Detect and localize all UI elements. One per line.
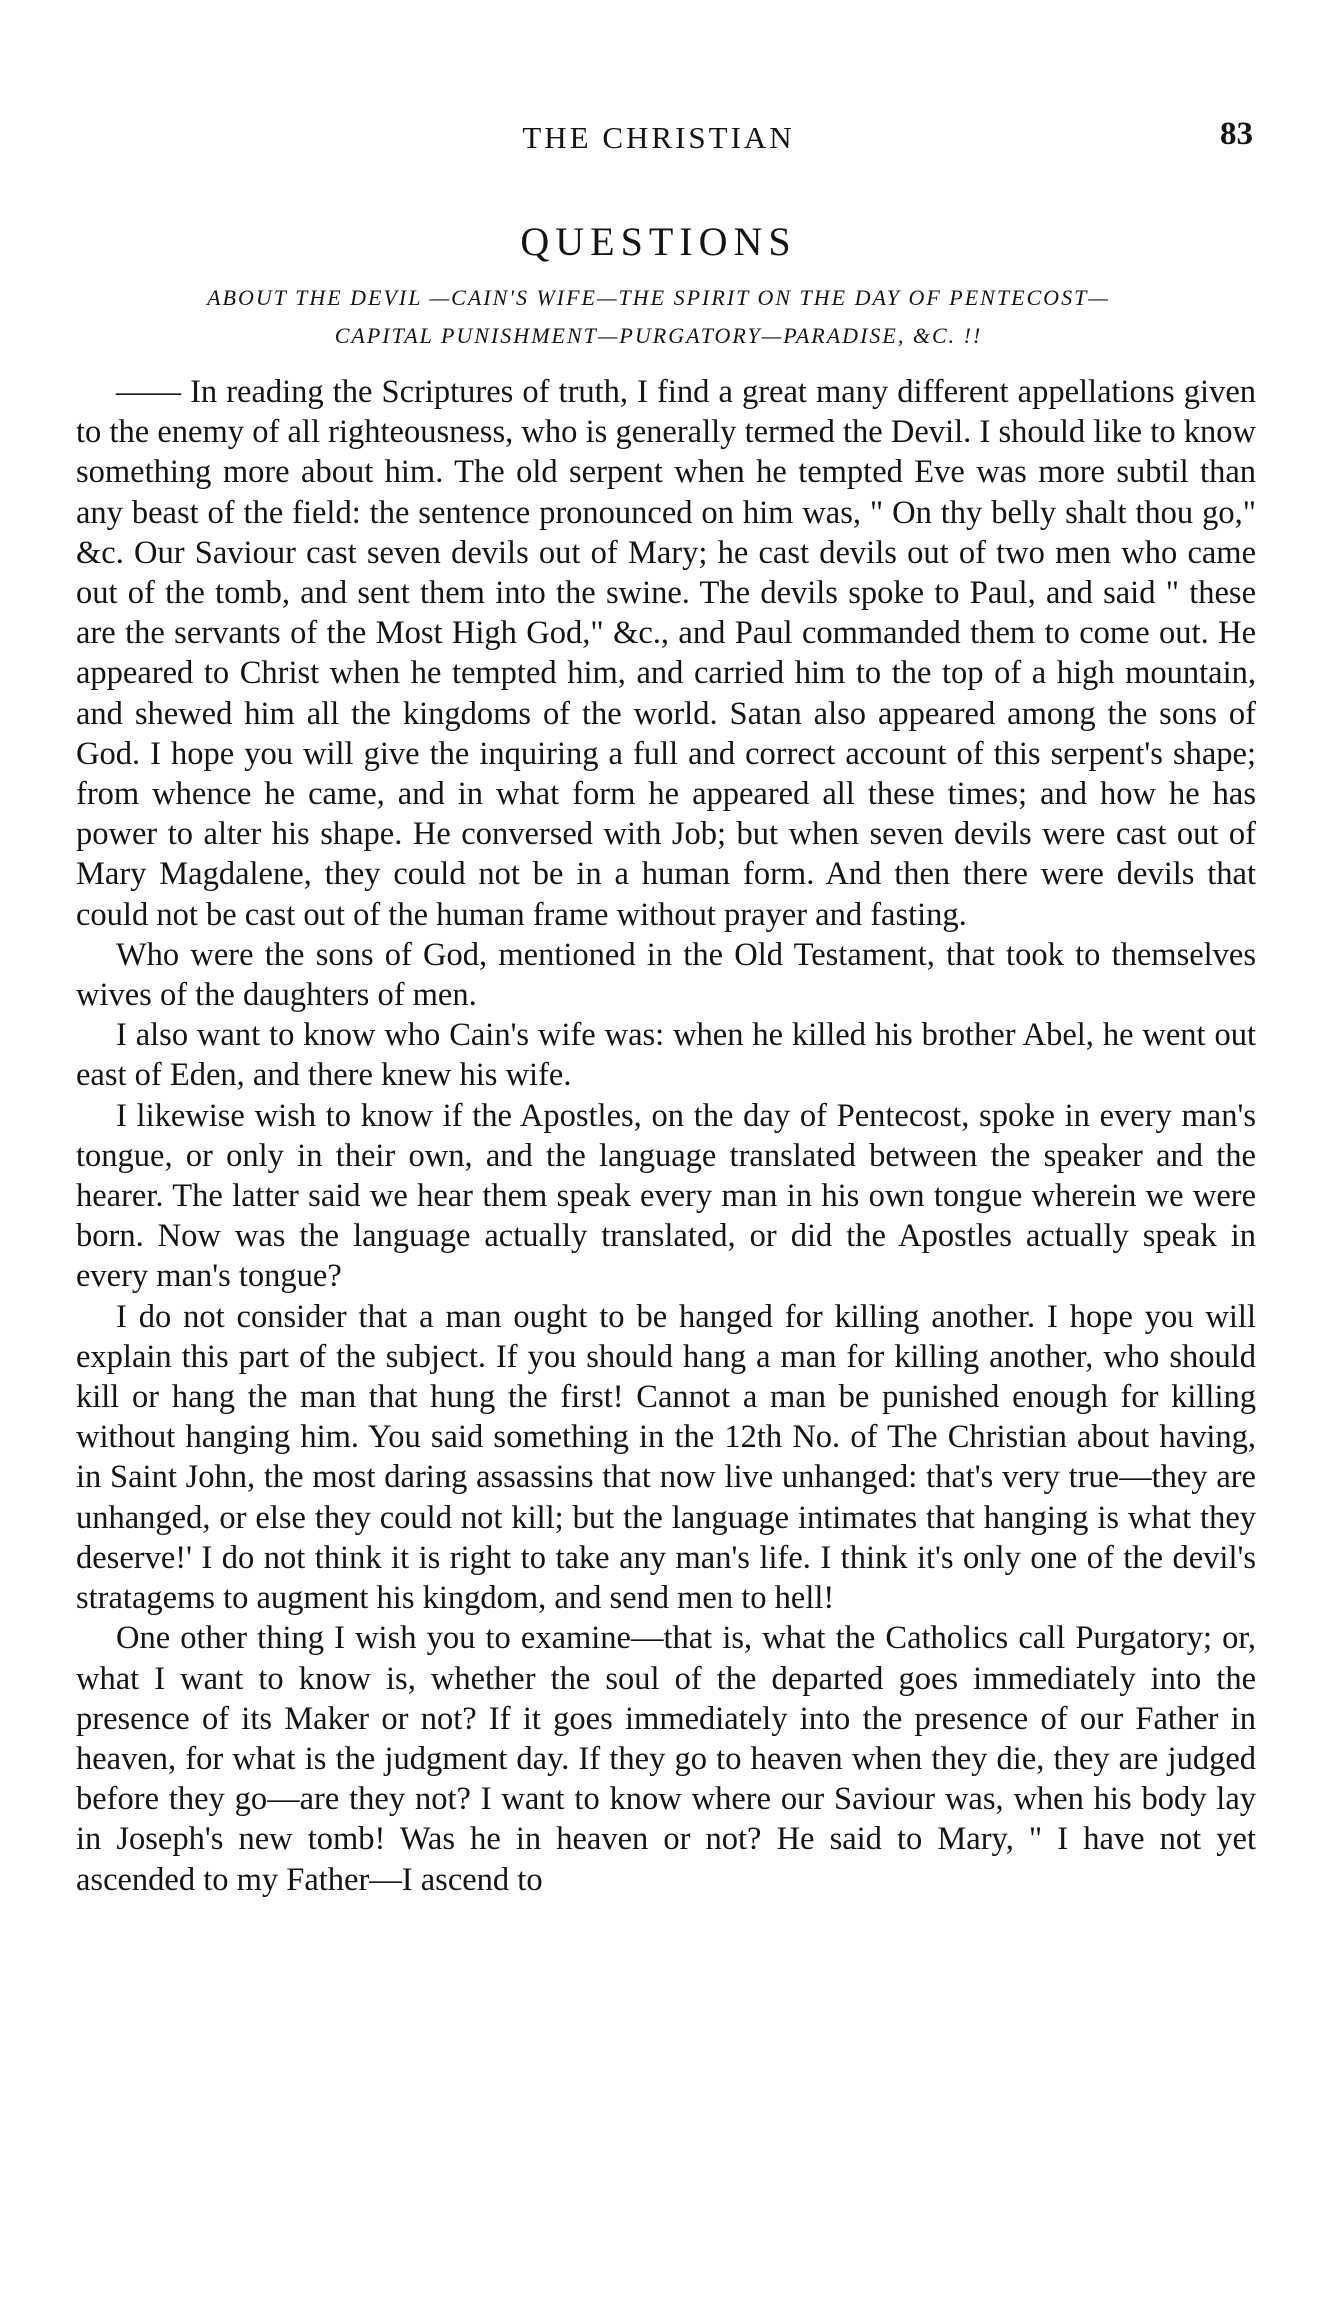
article-subtitle-line-1: ABOUT THE DEVIL —CAIN'S WIFE—THE SPIRIT ON THE DAY OF PENTECOST— <box>207 285 1110 310</box>
running-title: THE CHRISTIAN <box>522 120 795 155</box>
paragraph-devil: —— In reading the Scriptures of truth, I find a great many different appellations given to the enemy of all righteousness, who is generally termed the Devil. I should like to know something more about him. The old serpent when he tempted Eve was more subtil than any beast of the field: the sentence pronounced on him was, " On thy belly shalt thou go," &c. Our Saviour cast seven devils out of Mary; he cast devils out of two men who came out of the tomb, and sent them into the swine. The devils spoke to Paul, and said " these are the servants of the Most High God," &c., and Paul commanded them to come out. He appeared to Christ when he tempted him, and carried him to the top of a high mountain, and shewed him all the kingdoms of the world. Satan also appeared among the sons of God. I hope you will give the inquiring a full and correct account of this serpent's shape; from whence he came, and in what form he appeared all these times; and how he has power to alter his shape. He conversed with Job; but when seven devils were cast out of Mary Magdalene, they could not be in a human form. And then there were devils that could not be cast out of the human frame without prayer and fasting. <box>76 374 1256 933</box>
running-head <box>0 116 1317 160</box>
paragraph-pentecost: I likewise wish to know if the Apostles, on the day of Pentecost, spoke in every man's tongue, or only in their own, and the language translated between the speaker and the hearer. The latter said we hear them speak every man in his own tongue wherein we were born. Now was the language actually translated, or did the Apostles actually speak in every man's tongue? <box>76 1097 1256 1295</box>
paragraph-capital-punishment: I do not consider that a man ought to be hanged for killing another. I hope you will explain this part of the subject. If you should hang a man for killing another, who should kill or hang the man that hung the first! Cannot a man be punished enough for killing without hanging him. You said something in the 12th No. of The Christian about having, in Saint John, the most daring assassins that now live unhanged: that's very true—they are unhanged, or else they could not kill; but the language intimates that hanging is what they deserve!' I do not think it is right to take any man's life. I think it's only one of the devil's stratagems to augment his kingdom, and send men to hell! <box>76 1298 1256 1617</box>
article-body <box>76 372 1256 1900</box>
paragraph-cains-wife: I also want to know who Cain's wife was: when he killed his brother Abel, he went out east of Eden, and there knew his wife. <box>76 1017 1256 1094</box>
paragraph-sons-of-god: Who were the sons of God, mentioned in the Old Testament, that took to themselves wives of the daughters of men. <box>76 936 1256 1014</box>
article-title: QUESTIONS <box>520 219 797 264</box>
paragraph-purgatory: One other thing I wish you to examine—that is, what the Catholics call Purgatory; or, what I want to know is, whether the soul of the departed goes immediately into the presence of its Maker or not? If it goes immediately into the presence of our Father in heaven, for what is the judgment day. If they go to heaven when they die, they are judged before they go—are they not? I want to know where our Saviour was, when his body lay in Joseph's new tomb! Was he in heaven or not? He said to Mary, " I have not yet ascended to my Father—I ascend to <box>76 1620 1256 1898</box>
article-subtitle-line-2: CAPITAL PUNISHMENT—PURGATORY—PARADISE, &C. !! <box>334 323 983 348</box>
page-number: 83 <box>1220 116 1253 152</box>
